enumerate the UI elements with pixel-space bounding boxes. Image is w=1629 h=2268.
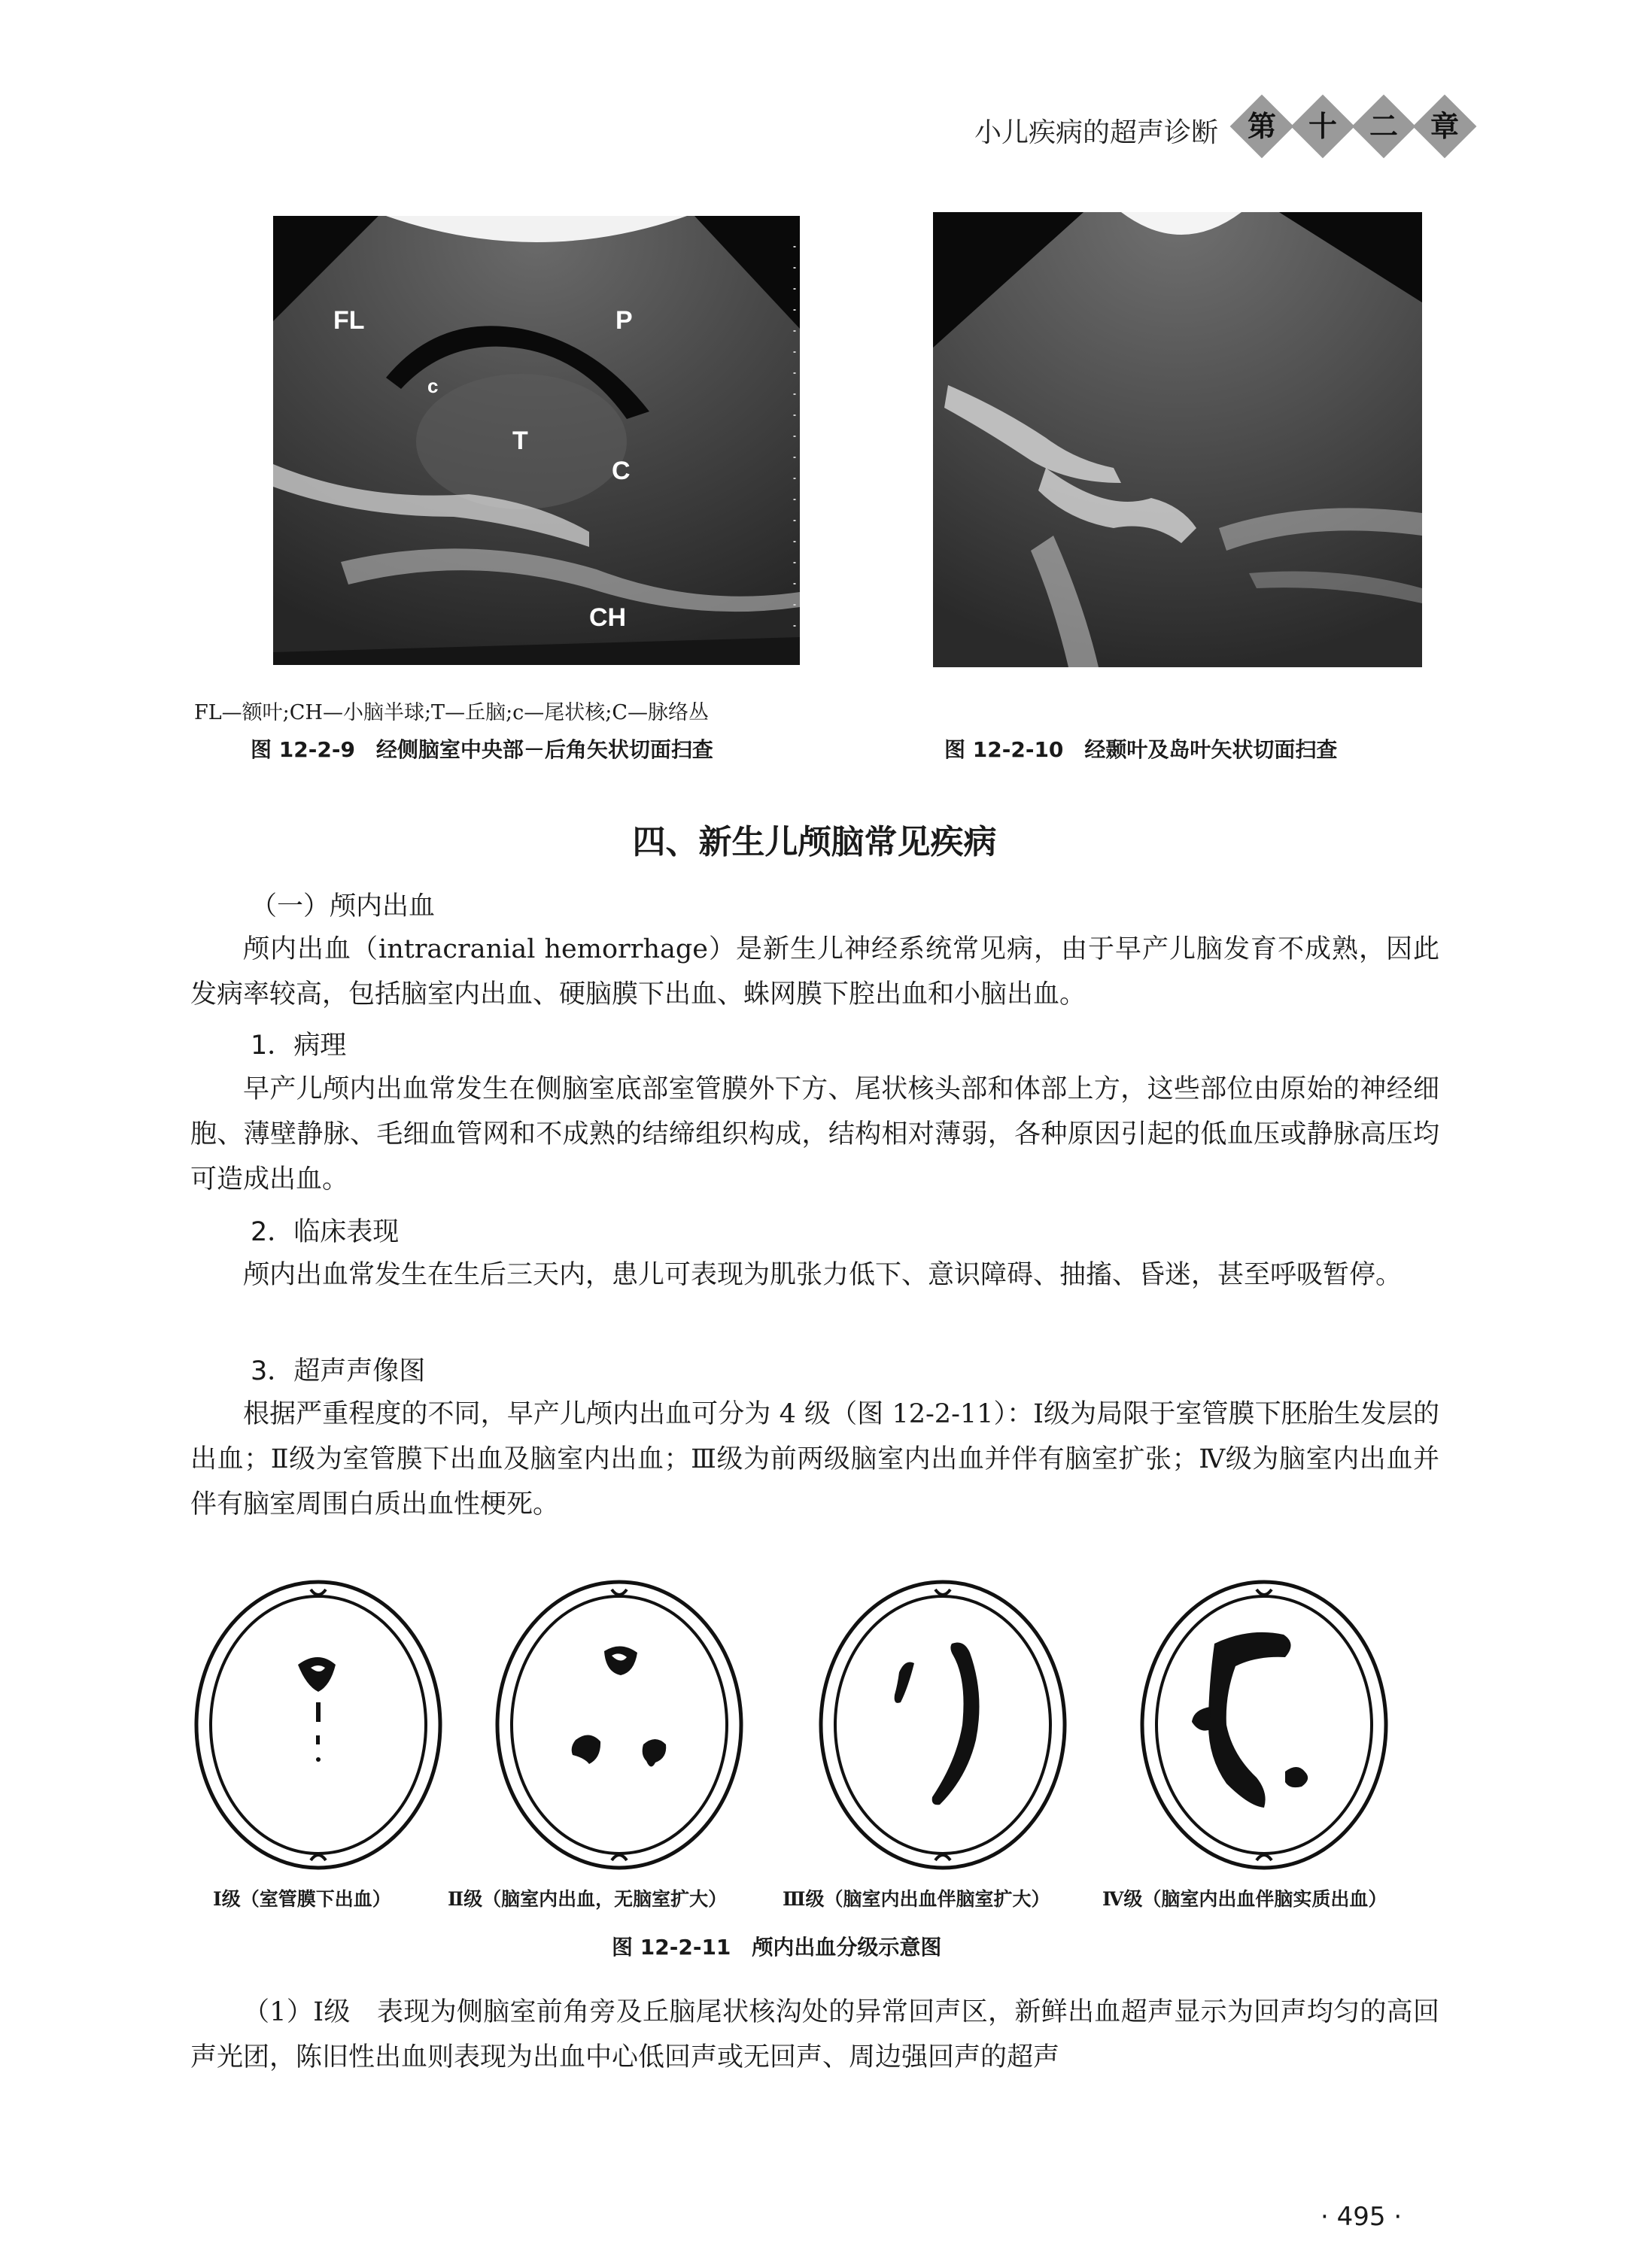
grade-3-caption: Ⅲ级（脑室内出血伴脑室扩大） [783,1888,1050,1910]
subsection-title: （一）颅内出血 [251,891,436,921]
page-number: · 495 · [1321,2202,1403,2232]
figure-11-caption: 图 12-2-11 颅内出血分级示意图 [612,1935,942,1960]
chapter-badge-char-2: 十 [1291,95,1354,158]
label-c-big: C [612,457,631,485]
label-ch: CH [589,603,627,632]
brain-diagram-grade-3 [815,1574,1071,1875]
ultrasound-image-fig-10 [933,212,1422,667]
grade-4-caption: Ⅳ级（脑室内出血伴脑实质出血） [1102,1888,1387,1910]
ultrasound-image-fig-9 [273,216,800,665]
label-p: P [615,306,633,335]
figure-9-caption: 图 12-2-9 经侧脑室中央部－后角矢状切面扫查 [251,737,713,762]
figure-10-caption: 图 12-2-10 经颞叶及岛叶矢状切面扫查 [944,737,1338,762]
label-t: T [512,427,528,455]
heading-imaging: 3．超声声像图 [251,1356,426,1386]
brain-diagram-grade-2 [491,1574,747,1875]
grade-1-caption: Ⅰ级（室管膜下出血） [213,1888,391,1910]
brain-diagram-grade-4 [1136,1574,1392,1875]
paragraph-intro: 颅内出血（intracranial hemorrhage）是新生儿神经系统常见病，由于早产儿脑发育不成熟，因此发病率较高，包括脑室内出血、硬脑膜下出血、蛛网膜下腔出血和小脑出血。 [190,934,1439,1010]
chapter-badge-char-1: 第 [1230,95,1293,158]
section-title: 四、新生儿颅脑常见疾病 [632,823,997,861]
chapter-badge-char-4: 章 [1413,95,1476,158]
paragraph-clinical: 颅内出血常发生在生后三天内，患儿可表现为肌张力低下、意识障碍、抽搐、昏迷，甚至呼吸暂停。 [243,1260,1403,1290]
paragraph-pathology: 早产儿颅内出血常发生在侧脑室底部室管膜外下方、尾状核头部和体部上方，这些部位由原始的神经细胞、薄壁静脉、毛细血管网和不成熟的结缔组织构成，结构相对薄弱，各种原因引起的低血压或静脉高压均可造成出血。 [190,1074,1439,1195]
brain-diagram-grade-1 [190,1574,446,1875]
heading-pathology: 1．病理 [251,1031,347,1061]
paragraph-grade-1: （1）Ⅰ级 表现为侧脑室前角旁及丘脑尾状核沟处的异常回声区，新鲜出血超声显示为回声均匀的高回声光团，陈旧性出血则表现为出血中心低回声或无回声、周边强回声的超声 [190,1997,1439,2072]
label-fl: FL [333,306,365,335]
label-c-small: c [427,375,439,397]
grade-2-caption: Ⅱ级（脑室内出血，无脑室扩大） [448,1888,728,1910]
running-header-title: 小儿疾病的超声诊断 [974,117,1219,148]
heading-clinical: 2．临床表现 [251,1217,400,1247]
chapter-badge-char-3: 二 [1352,95,1415,158]
paragraph-imaging: 根据严重程度的不同，早产儿颅内出血可分为 4 级（图 12-2-11）：Ⅰ级为局限于室管膜下胚胎生发层的出血；Ⅱ级为室管膜下出血及脑室内出血；Ⅲ级为前两级脑室内出血并伴有脑室扩张；Ⅳ级为脑室内出血并伴有脑室周围白质出血性梗死。 [190,1399,1439,1520]
figure-9-legend: FL—额叶;CH—小脑半球;T—丘脑;c—尾状核;C—脉络丛 [194,701,710,724]
